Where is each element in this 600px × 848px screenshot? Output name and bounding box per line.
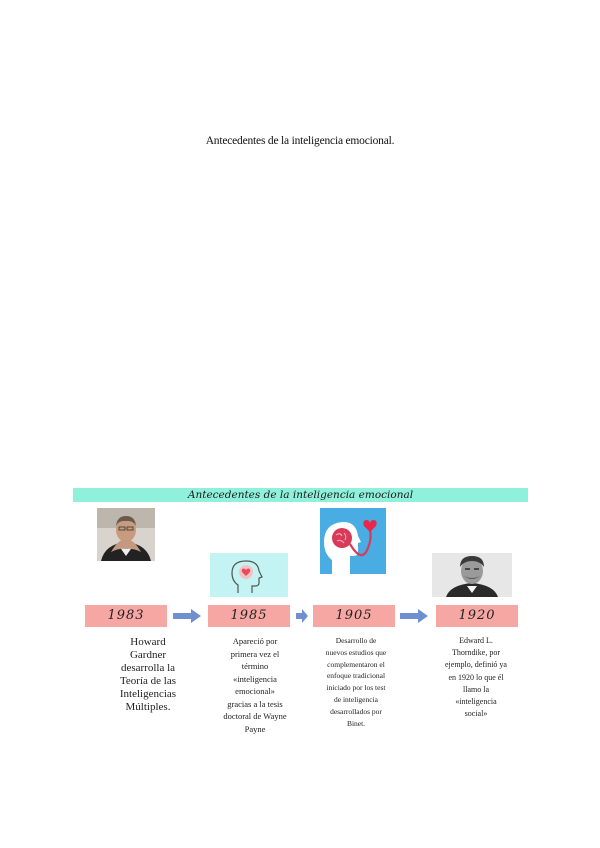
document-title: Antecedentes de la inteligencia emocional. <box>205 135 395 147</box>
year-box-1920 <box>436 605 518 627</box>
year-box-1985 <box>208 605 290 627</box>
year-label: 1983 <box>107 608 145 623</box>
year-label: 1920 <box>458 608 496 623</box>
year-box-1905 <box>313 605 395 627</box>
brain-heart-icon <box>320 508 386 574</box>
right-arrow-icon <box>296 609 308 623</box>
timeline-banner-text: Antecedentes de la inteligencia emocional <box>187 489 414 501</box>
right-arrow-icon <box>400 609 428 623</box>
event-description-1905: Desarrollo de nuevos estudios que complementaron el enfoque tradicional iniciado por los test de inteligencia desarrollados por Binet. <box>325 636 387 728</box>
event-description-1920: Edward L. Thorndike, por ejemplo, definió ya en 1920 lo que él llamo la «inteligencia social» <box>445 636 507 719</box>
thorndike-portrait-photo <box>432 553 512 597</box>
year-box-1983 <box>85 605 167 627</box>
year-label: 1905 <box>335 608 373 623</box>
event-description-1983: Howard Gardner desarrolla la Teoría de las Inteligencias Múltiples. <box>119 636 177 713</box>
event-description-1985: Apareció por primera vez el término «inteligencia emocional» gracias a la tesis doctoral de Wayne Payne <box>223 636 287 734</box>
gardner-portrait-photo <box>97 508 155 561</box>
head-heart-icon <box>210 553 288 597</box>
year-label: 1985 <box>230 608 268 623</box>
right-arrow-icon <box>173 609 201 623</box>
timeline-banner <box>73 488 528 502</box>
